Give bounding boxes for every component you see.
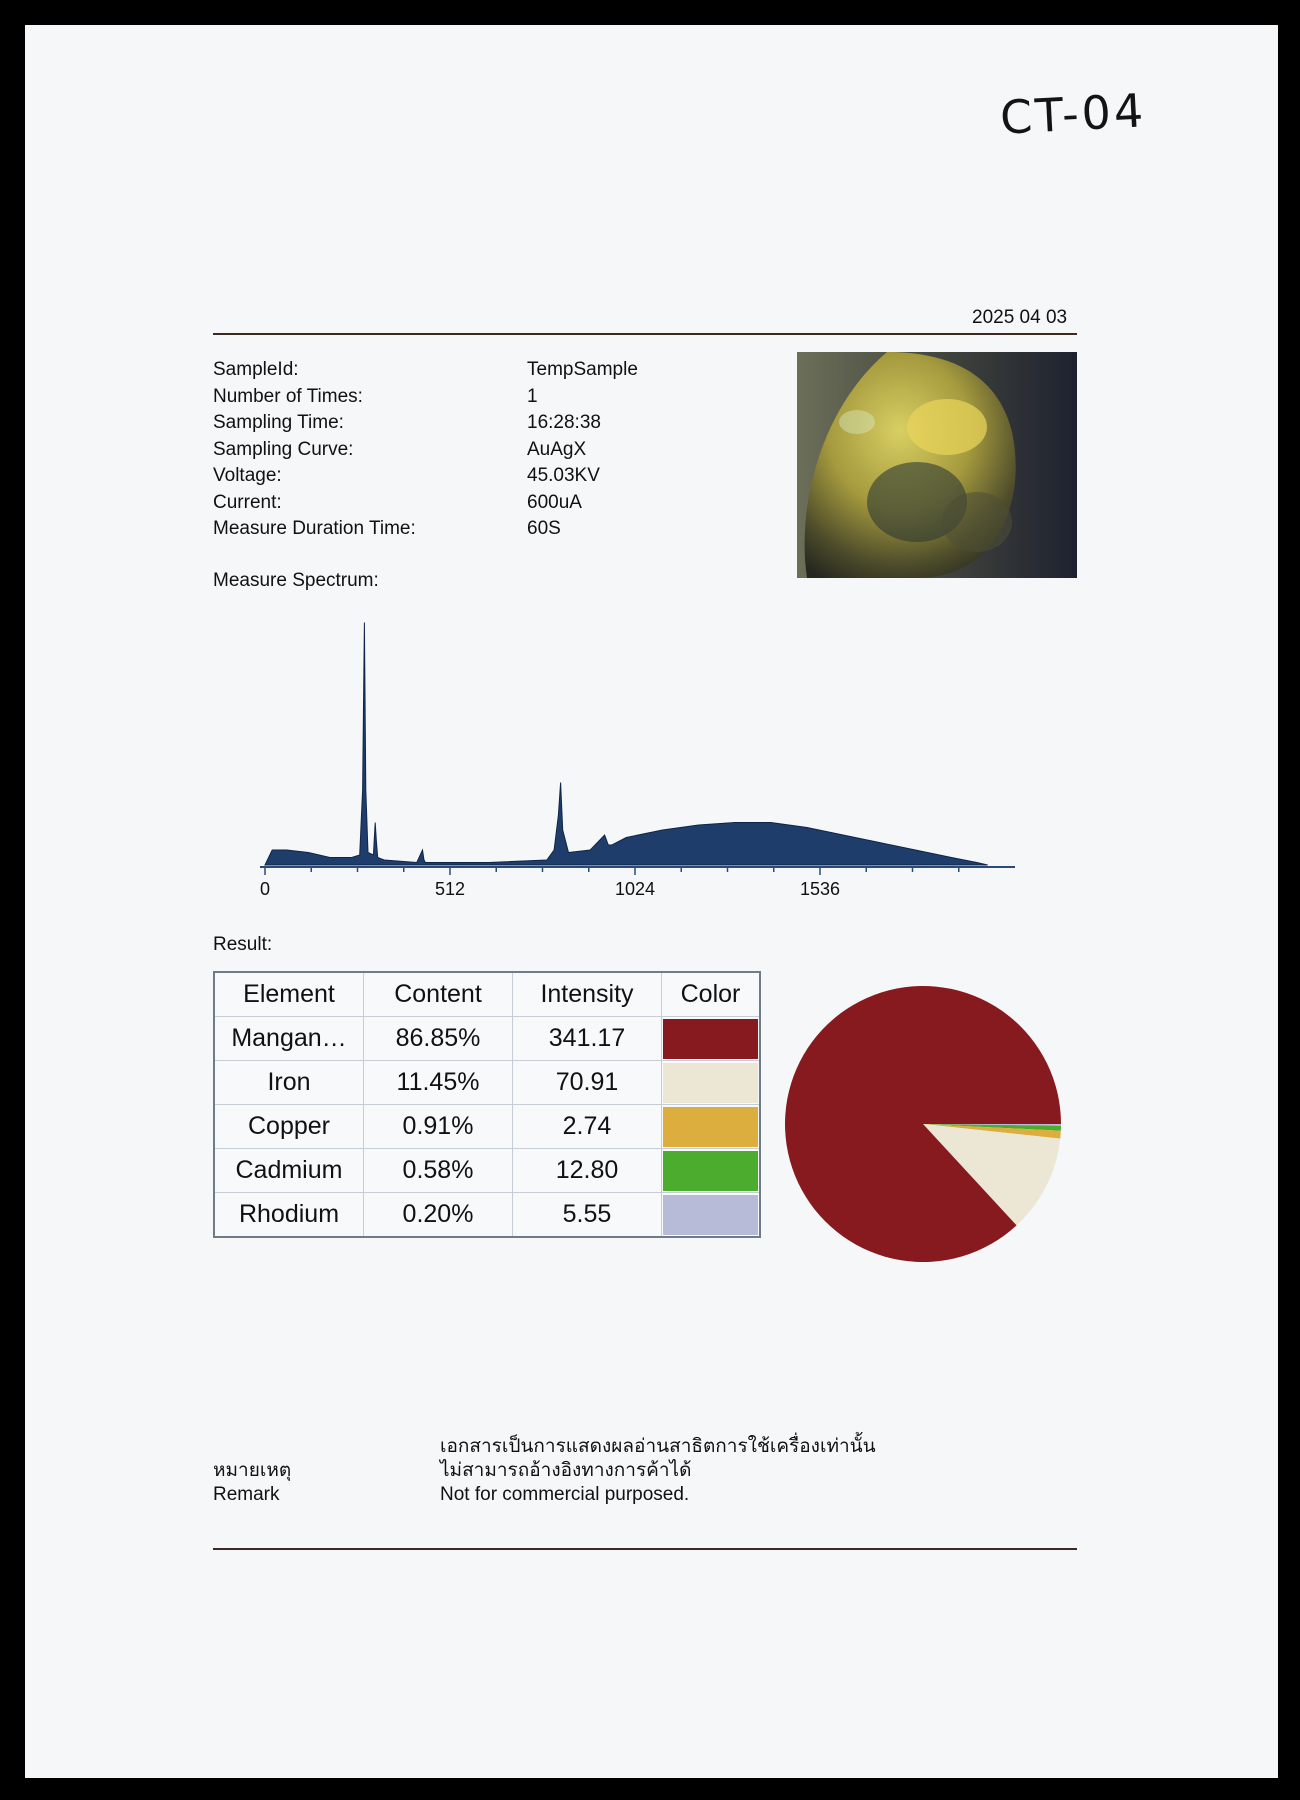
report-sheet bbox=[25, 25, 1278, 1778]
cell-content: 86.85% bbox=[364, 1017, 513, 1061]
info-row bbox=[213, 437, 638, 464]
info-value: TempSample bbox=[527, 359, 638, 380]
handwritten-sample-code: CT-04 bbox=[998, 83, 1148, 145]
color-swatch bbox=[663, 1195, 758, 1235]
info-value: AuAgX bbox=[527, 438, 587, 460]
info-value: 60S bbox=[527, 518, 561, 539]
info-label: SampleId: bbox=[213, 359, 299, 380]
report-date: 2025 04 03 bbox=[972, 307, 1068, 328]
info-row bbox=[213, 463, 638, 490]
composition-pie-chart bbox=[783, 983, 1063, 1265]
spectrum-area bbox=[265, 623, 988, 866]
top-divider bbox=[213, 333, 1077, 335]
table-row bbox=[214, 1105, 760, 1149]
info-row bbox=[213, 357, 638, 384]
cell-element: Copper bbox=[214, 1105, 364, 1149]
cell-intensity: 70.91 bbox=[513, 1061, 662, 1105]
cell-color bbox=[662, 1149, 761, 1193]
info-row bbox=[213, 516, 638, 543]
remark-line: เอกสารเป็นการแสดงผลอ่านสาธิตการใช้เครื่องเท่านั้น bbox=[440, 1436, 876, 1457]
cell-element: Cadmium bbox=[214, 1149, 364, 1193]
table-row bbox=[214, 1061, 760, 1105]
spectrum-tick-label: 1024 bbox=[614, 879, 656, 899]
result-table bbox=[213, 971, 761, 1238]
cell-content: 0.91% bbox=[364, 1105, 513, 1149]
table-header-row bbox=[214, 972, 760, 1017]
info-label: Sampling Curve: bbox=[213, 438, 354, 460]
column-header-color: Color bbox=[662, 972, 761, 1017]
remark-line: Not for commercial purposed. bbox=[440, 1484, 690, 1505]
info-label: Measure Duration Time: bbox=[213, 518, 416, 539]
spectrum-label: Measure Spectrum: bbox=[213, 570, 379, 591]
cell-intensity: 341.17 bbox=[513, 1017, 662, 1061]
cell-content: 0.20% bbox=[364, 1193, 513, 1238]
info-label: Voltage: bbox=[213, 465, 282, 486]
table-row bbox=[214, 1193, 760, 1238]
remark-labels bbox=[213, 1435, 291, 1507]
cell-intensity: 2.74 bbox=[513, 1105, 662, 1149]
remark-label: Remark bbox=[213, 1484, 280, 1505]
spectrum-chart bbox=[245, 610, 1035, 910]
spectrum-tick-label: 0 bbox=[259, 879, 271, 899]
info-value: 45.03KV bbox=[527, 465, 600, 486]
cell-color bbox=[662, 1017, 761, 1061]
bottom-divider bbox=[213, 1548, 1077, 1550]
result-label: Result: bbox=[213, 934, 273, 955]
cell-element: Iron bbox=[214, 1061, 364, 1105]
info-row bbox=[213, 410, 638, 437]
info-value: 1 bbox=[527, 385, 538, 407]
color-swatch bbox=[663, 1151, 758, 1191]
cell-color bbox=[662, 1061, 761, 1105]
spectrum-tick-label: 512 bbox=[434, 879, 466, 899]
info-label: Current: bbox=[213, 491, 282, 513]
remark-label-thai: หมายเหตุ bbox=[213, 1460, 292, 1481]
column-header-intensity: Intensity bbox=[513, 972, 662, 1017]
color-swatch bbox=[663, 1019, 758, 1059]
info-value: 16:28:38 bbox=[527, 412, 601, 433]
color-swatch bbox=[663, 1107, 758, 1147]
sample-photo bbox=[797, 352, 1077, 578]
cell-element: Rhodium bbox=[214, 1193, 364, 1238]
column-header-content: Content bbox=[364, 972, 513, 1017]
remark-line: ไม่สามารถอ้างอิงทางการค้าได้ bbox=[440, 1460, 692, 1481]
cell-color bbox=[662, 1105, 761, 1149]
info-row bbox=[213, 490, 638, 517]
info-label: Number of Times: bbox=[213, 385, 363, 407]
spectrum-tick-label: 1536 bbox=[799, 879, 841, 899]
info-label: Sampling Time: bbox=[213, 412, 344, 433]
cell-intensity: 5.55 bbox=[513, 1193, 662, 1238]
remark-text bbox=[440, 1435, 876, 1507]
table-row bbox=[214, 1149, 760, 1193]
info-row bbox=[213, 384, 638, 411]
column-header-element: Element bbox=[214, 972, 364, 1017]
info-value: 600uA bbox=[527, 491, 582, 513]
cell-intensity: 12.80 bbox=[513, 1149, 662, 1193]
sample-info bbox=[213, 357, 638, 543]
cell-content: 0.58% bbox=[364, 1149, 513, 1193]
color-swatch bbox=[663, 1063, 758, 1103]
table-row bbox=[214, 1017, 760, 1061]
cell-color bbox=[662, 1193, 761, 1238]
cell-content: 11.45% bbox=[364, 1061, 513, 1105]
cell-element: Mangan… bbox=[214, 1017, 364, 1061]
